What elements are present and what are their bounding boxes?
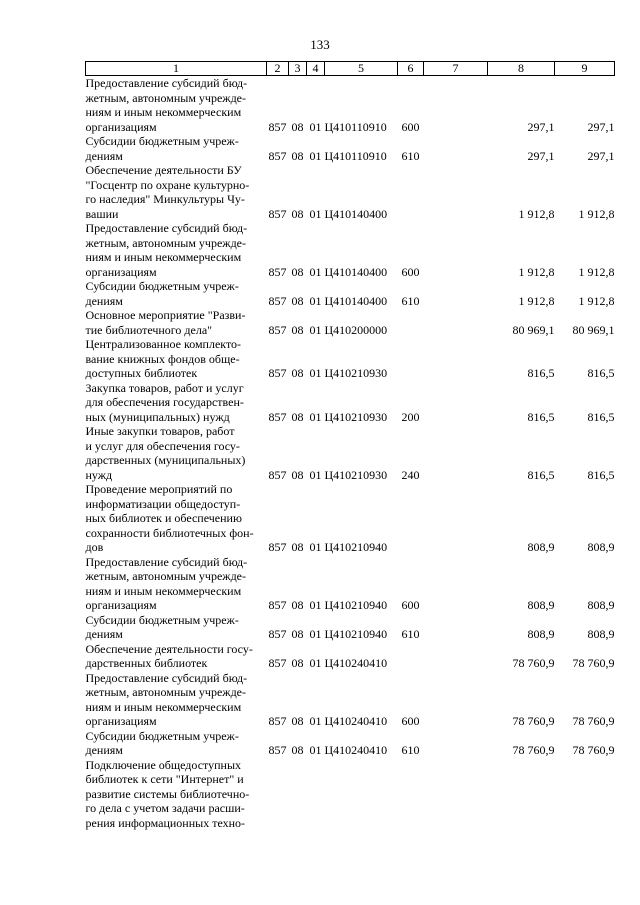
amount-cell: 808,9 xyxy=(527,540,555,554)
main-admin-code: 857 xyxy=(268,714,287,728)
section-code xyxy=(289,758,307,831)
expense-type-code xyxy=(398,758,424,831)
column-header: 2 xyxy=(267,62,289,76)
description-line: го наследия" Минкультуры Чу- xyxy=(85,192,245,206)
column-header: 9 xyxy=(555,62,615,76)
row-description xyxy=(86,424,267,482)
amount-cell: 816,5 xyxy=(527,467,555,482)
main-admin-code: 857 xyxy=(268,467,287,482)
column-7-cell xyxy=(424,221,488,279)
main-admin-code: 857 xyxy=(268,409,287,424)
description-line: го дела с учетом задачи расши- xyxy=(85,801,245,815)
expense-type-code: 610 xyxy=(401,293,420,308)
subsection-code: 01 xyxy=(309,409,322,424)
description-line: Централизованное комплекто- xyxy=(85,337,242,351)
column-header: 3 xyxy=(289,62,307,76)
table-row xyxy=(86,758,615,831)
description-line: ниям и иным некоммерческим xyxy=(85,250,242,264)
column-7-cell xyxy=(424,134,488,163)
description-line: вашии xyxy=(85,206,119,221)
description-line: Подключение общедоступных xyxy=(85,757,242,772)
table-row xyxy=(86,337,615,381)
section-code: 08 xyxy=(291,714,304,728)
amount-cell: 816,5 xyxy=(587,467,615,482)
amount-cell xyxy=(488,758,555,831)
subsection-code: 01 xyxy=(309,467,322,482)
subsection-code: 01 xyxy=(309,743,322,757)
description-line: сохранности библиотечных фон- xyxy=(85,525,254,540)
description-line: жетным, автономным учрежде- xyxy=(85,90,247,105)
main-admin-code xyxy=(267,758,289,831)
description-line: вание книжных фондов обще- xyxy=(85,351,240,366)
expense-type-code xyxy=(398,642,424,671)
table-row xyxy=(86,671,615,729)
description-line: дарственных библиотек xyxy=(85,656,208,670)
expense-type-code: 610 xyxy=(401,743,420,757)
target-article-code: Ц410110910 xyxy=(324,148,387,163)
target-article-code: Ц410210930 xyxy=(324,409,388,424)
target-article-code: Ц410240410 xyxy=(324,656,388,670)
section-code: 08 xyxy=(291,743,304,757)
section-code: 08 xyxy=(291,598,304,612)
row-description xyxy=(86,642,267,671)
description-line: организациям xyxy=(85,598,157,612)
column-7-cell xyxy=(424,729,488,758)
row-description xyxy=(86,308,267,337)
description-line: дениям xyxy=(85,293,123,308)
main-admin-code: 857 xyxy=(268,148,287,163)
amount-cell: 1 912,8 xyxy=(578,264,615,279)
column-7-cell xyxy=(424,671,488,729)
main-admin-code: 857 xyxy=(268,264,287,279)
description-line: тие библиотечного дела" xyxy=(85,322,213,337)
amount-cell: 1 912,8 xyxy=(518,264,555,279)
subsection-code: 01 xyxy=(309,264,322,279)
amount-cell: 78 760,9 xyxy=(512,656,555,670)
amount-cell: 80 969,1 xyxy=(572,322,615,337)
description-line: дениям xyxy=(85,627,123,641)
target-article-code: Ц410210940 xyxy=(324,540,388,554)
target-article-code xyxy=(325,758,398,831)
column-header: 4 xyxy=(307,62,325,76)
table-row xyxy=(86,642,615,671)
column-7-cell xyxy=(424,279,488,308)
target-article-code: Ц410240410 xyxy=(324,714,388,728)
main-admin-code: 857 xyxy=(268,322,287,337)
description-line: организациям xyxy=(85,714,157,728)
table-row xyxy=(86,279,615,308)
amount-cell: 297,1 xyxy=(527,148,555,163)
column-7-cell xyxy=(424,642,488,671)
row-description xyxy=(86,163,267,221)
description-line: Предоставление субсидий бюд- xyxy=(85,76,248,90)
subsection-code: 01 xyxy=(309,366,322,380)
row-description xyxy=(86,279,267,308)
amount-cell: 808,9 xyxy=(527,598,555,612)
row-description xyxy=(86,729,267,758)
description-line: Закупка товаров, работ и услуг xyxy=(85,380,244,395)
row-description xyxy=(86,221,267,279)
expense-type-code: 610 xyxy=(401,148,420,163)
amount-cell: 78 760,9 xyxy=(512,714,555,728)
subsection-code: 01 xyxy=(309,322,322,337)
amount-cell: 808,9 xyxy=(527,627,555,641)
table-row xyxy=(86,76,615,135)
expense-type-code: 600 xyxy=(401,119,420,134)
target-article-code: Ц410140400 xyxy=(324,206,388,221)
expense-type-code xyxy=(398,482,424,555)
target-article-code: Ц410240410 xyxy=(324,743,388,757)
amount-cell: 297,1 xyxy=(527,119,555,134)
row-description xyxy=(86,76,267,135)
row-description xyxy=(86,337,267,381)
subsection-code xyxy=(307,758,325,831)
amount-cell: 1 912,8 xyxy=(578,206,615,221)
description-line: дов xyxy=(85,540,104,554)
section-code: 08 xyxy=(291,206,304,221)
column-7-cell xyxy=(424,337,488,381)
description-line: Проведение мероприятий по xyxy=(85,482,233,496)
page-number: 133 xyxy=(310,37,330,52)
description-line: "Госцентр по охране культурно- xyxy=(85,177,250,192)
amount-cell: 808,9 xyxy=(587,540,615,554)
target-article-code: Ц410210940 xyxy=(324,598,388,612)
column-header: 5 xyxy=(325,62,398,76)
column-7-cell xyxy=(424,308,488,337)
amount-cell: 808,9 xyxy=(587,627,615,641)
expense-type-code: 200 xyxy=(401,409,420,424)
amount-cell: 1 912,8 xyxy=(518,206,555,221)
subsection-code: 01 xyxy=(309,540,322,554)
description-line: Предоставление субсидий бюд- xyxy=(85,554,248,569)
description-line: Субсидии бюджетным учреж- xyxy=(85,612,239,627)
column-header: 6 xyxy=(398,62,424,76)
table-row xyxy=(86,482,615,555)
description-line: организациям xyxy=(85,119,157,134)
description-line: жетным, автономным учрежде- xyxy=(85,569,247,583)
description-line: доступных библиотек xyxy=(85,366,198,380)
target-article-code: Ц410210940 xyxy=(324,627,388,641)
section-code: 08 xyxy=(291,409,304,424)
column-7-cell xyxy=(424,482,488,555)
table-row xyxy=(86,729,615,758)
section-code: 08 xyxy=(291,119,304,134)
amount-cell: 1 912,8 xyxy=(578,293,615,308)
subsection-code: 01 xyxy=(309,293,322,308)
row-description xyxy=(86,134,267,163)
column-7-cell xyxy=(424,758,488,831)
section-code: 08 xyxy=(291,366,304,380)
description-line: библиотек к сети "Интернет" и xyxy=(85,772,244,786)
section-code: 08 xyxy=(291,540,304,554)
description-line: Субсидии бюджетным учреж- xyxy=(85,279,239,293)
column-7-cell xyxy=(424,555,488,613)
target-article-code: Ц410140400 xyxy=(324,293,388,308)
target-article-code: Ц410210930 xyxy=(324,366,388,380)
table-row xyxy=(86,163,615,221)
section-code: 08 xyxy=(291,293,304,308)
amount-cell: 80 969,1 xyxy=(512,322,555,337)
amount-cell: 816,5 xyxy=(587,409,615,424)
row-description xyxy=(86,555,267,613)
description-line: развитие системы библиотечно- xyxy=(85,786,250,801)
column-7-cell xyxy=(424,424,488,482)
row-description xyxy=(86,381,267,425)
subsection-code: 01 xyxy=(309,148,322,163)
description-line: Основное мероприятие "Разви- xyxy=(85,308,246,322)
budget-table xyxy=(85,61,615,830)
main-admin-code: 857 xyxy=(268,540,287,554)
table-row xyxy=(86,381,615,425)
expense-type-code: 240 xyxy=(401,467,420,482)
description-line: для обеспечения государствен- xyxy=(85,395,244,409)
amount-cell xyxy=(555,758,615,831)
description-line: дениям xyxy=(85,148,123,163)
description-line: Субсидии бюджетным учреж- xyxy=(85,134,239,148)
subsection-code: 01 xyxy=(309,598,322,612)
main-admin-code: 857 xyxy=(268,293,287,308)
description-line: Предоставление субсидий бюд- xyxy=(85,221,248,235)
subsection-code: 01 xyxy=(309,656,322,670)
amount-cell: 1 912,8 xyxy=(518,293,555,308)
description-line: ниям и иным некоммерческим xyxy=(85,699,242,714)
description-line: дарственных (муниципальных) xyxy=(85,453,246,467)
description-line: Обеспечение деятельности госу- xyxy=(85,641,253,656)
description-line: рения информационных техно- xyxy=(85,815,246,830)
table-row xyxy=(86,134,615,163)
section-code: 08 xyxy=(291,322,304,337)
description-line: ниям и иным некоммерческим xyxy=(85,105,242,119)
column-7-cell xyxy=(424,381,488,425)
target-article-code: Ц410200000 xyxy=(324,322,388,337)
amount-cell: 816,5 xyxy=(587,366,615,380)
expense-type-code: 600 xyxy=(401,264,420,279)
main-admin-code: 857 xyxy=(268,206,287,221)
amount-cell: 78 760,9 xyxy=(572,656,615,670)
expense-type-code xyxy=(398,308,424,337)
expense-type-code: 600 xyxy=(401,714,420,728)
amount-cell: 297,1 xyxy=(587,148,615,163)
description-line: и услуг для обеспечения госу- xyxy=(85,438,240,453)
description-line: организациям xyxy=(85,264,157,279)
row-description xyxy=(86,671,267,729)
amount-cell: 297,1 xyxy=(587,119,615,134)
target-article-code: Ц410140400 xyxy=(324,264,388,279)
section-code: 08 xyxy=(291,627,304,641)
column-number-row xyxy=(86,62,615,76)
description-line: Субсидии бюджетным учреж- xyxy=(85,728,239,743)
main-admin-code: 857 xyxy=(268,598,287,612)
expense-type-code xyxy=(398,163,424,221)
amount-cell: 78 760,9 xyxy=(512,743,555,757)
amount-cell: 78 760,9 xyxy=(572,743,615,757)
column-header: 1 xyxy=(86,62,267,76)
main-admin-code: 857 xyxy=(268,627,287,641)
section-code: 08 xyxy=(291,467,304,482)
row-description xyxy=(86,482,267,555)
expense-type-code: 600 xyxy=(401,598,420,612)
target-article-code: Ц410110910 xyxy=(324,119,387,134)
description-line: Иные закупки товаров, работ xyxy=(85,424,235,438)
description-line: ных (муниципальных) нужд xyxy=(85,409,230,424)
table-row xyxy=(86,613,615,642)
subsection-code: 01 xyxy=(309,714,322,728)
description-line: информатизации общедоступ- xyxy=(85,496,241,511)
section-code: 08 xyxy=(291,264,304,279)
subsection-code: 01 xyxy=(309,119,322,134)
row-description xyxy=(86,758,267,831)
table-row xyxy=(86,555,615,613)
amount-cell: 816,5 xyxy=(527,366,555,380)
amount-cell: 78 760,9 xyxy=(572,714,615,728)
target-article-code: Ц410210930 xyxy=(324,467,388,482)
description-line: ных библиотек и обеспечению xyxy=(85,511,242,525)
subsection-code: 01 xyxy=(309,206,322,221)
column-header: 7 xyxy=(424,62,488,76)
description-line: Предоставление субсидий бюд- xyxy=(85,670,248,685)
description-line: жетным, автономным учрежде- xyxy=(85,685,247,699)
description-line: жетным, автономным учрежде- xyxy=(85,235,247,250)
description-line: ниям и иным некоммерческим xyxy=(85,583,242,598)
table-row xyxy=(86,424,615,482)
row-description xyxy=(86,613,267,642)
amount-cell: 808,9 xyxy=(587,598,615,612)
table-row xyxy=(86,221,615,279)
section-code: 08 xyxy=(291,656,304,670)
main-admin-code: 857 xyxy=(268,119,287,134)
description-line: Обеспечение деятельности БУ xyxy=(85,163,242,177)
description-line: дениям xyxy=(85,743,123,757)
subsection-code: 01 xyxy=(309,627,322,641)
expense-type-code xyxy=(398,337,424,381)
main-admin-code: 857 xyxy=(268,743,287,757)
column-7-cell xyxy=(424,163,488,221)
description-line: нужд xyxy=(85,467,113,482)
section-code: 08 xyxy=(291,148,304,163)
column-7-cell xyxy=(424,613,488,642)
main-admin-code: 857 xyxy=(268,656,287,670)
expense-type-code: 610 xyxy=(401,627,420,641)
column-7-cell xyxy=(424,76,488,135)
main-admin-code: 857 xyxy=(268,366,287,380)
amount-cell: 816,5 xyxy=(527,409,555,424)
table-row xyxy=(86,308,615,337)
column-header: 8 xyxy=(488,62,555,76)
